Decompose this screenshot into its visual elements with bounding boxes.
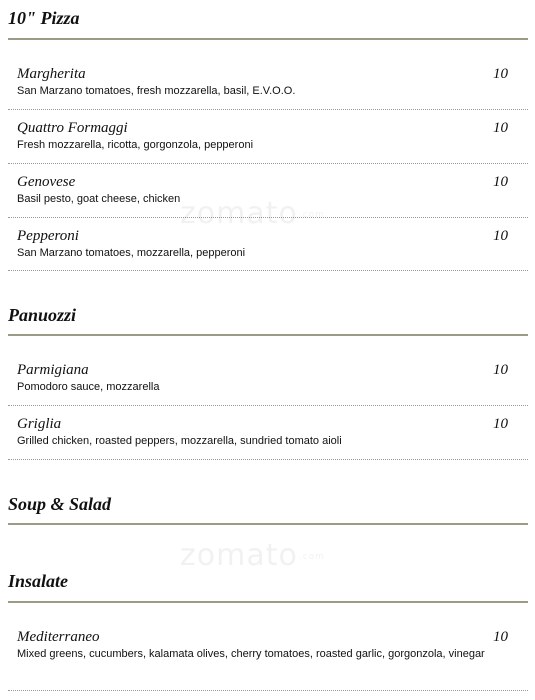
item-divider — [8, 690, 528, 691]
item-name: Quattro Formaggi — [17, 120, 128, 136]
item-divider — [8, 217, 528, 218]
watermark-logo: zomato.com — [180, 196, 325, 231]
item-name: Genovese — [17, 174, 76, 190]
item-price: 10 — [493, 362, 508, 378]
section-divider — [8, 601, 528, 603]
section-title-panuozzi: Panuozzi — [8, 305, 77, 325]
item-price: 10 — [493, 66, 508, 82]
item-price: 10 — [493, 174, 508, 190]
section-divider — [8, 38, 528, 40]
item-divider — [8, 459, 528, 460]
watermark-logo: zomato.com — [180, 538, 325, 573]
item-divider — [8, 405, 528, 406]
item-name: Griglia — [17, 416, 62, 432]
item-description: Mixed greens, cucumbers, kalamata olives, cherry tomatoes, roasted garlic, gorgonzola, vinegar — [17, 648, 485, 660]
section-title-insalate: Insalate — [8, 571, 69, 591]
section-divider — [8, 523, 528, 525]
item-divider — [8, 163, 528, 164]
item-divider — [8, 109, 528, 110]
section-divider — [8, 334, 528, 336]
item-price: 10 — [493, 120, 508, 136]
item-description: Grilled chicken, roasted peppers, mozzarella, sundried tomato aioli — [17, 435, 342, 447]
item-divider — [8, 270, 528, 271]
item-name: Margherita — [17, 66, 86, 82]
item-price: 10 — [493, 416, 508, 432]
item-name: Pepperoni — [17, 228, 79, 244]
item-name: Mediterraneo — [17, 629, 100, 645]
item-price: 10 — [493, 228, 508, 244]
section-title-pizza: 10" Pizza — [8, 8, 80, 28]
item-description: Fresh mozzarella, ricotta, gorgonzola, pepperoni — [17, 139, 254, 151]
item-description: Pomodoro sauce, mozzarella — [17, 381, 160, 393]
item-price: 10 — [493, 629, 508, 645]
section-title-soup-salad: Soup & Salad — [8, 494, 112, 514]
item-name: Parmigiana — [17, 362, 89, 378]
item-description: San Marzano tomatoes, mozzarella, pepperoni — [17, 247, 246, 259]
item-description: Basil pesto, goat cheese, chicken — [17, 193, 181, 205]
item-description: San Marzano tomatoes, fresh mozzarella, basil, E.V.O.O. — [17, 85, 296, 97]
